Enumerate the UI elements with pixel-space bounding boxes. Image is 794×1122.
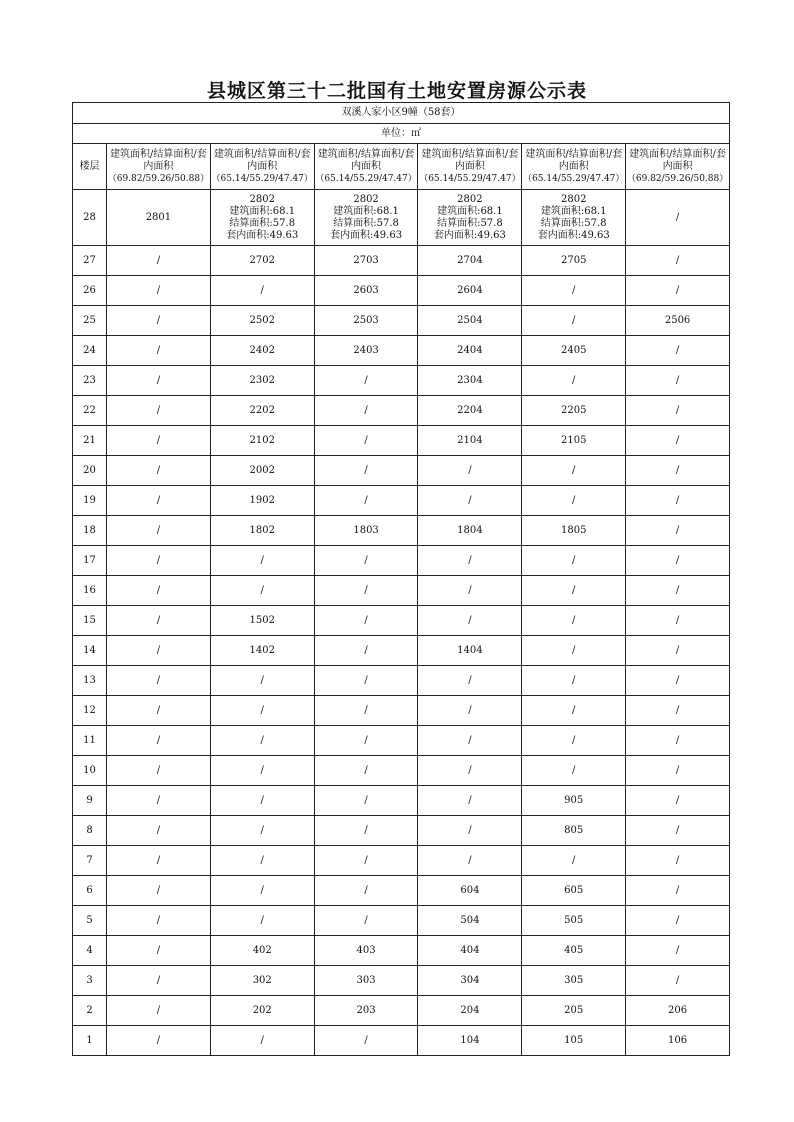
column-header-name: 建筑面积/结算面积/套 bbox=[421, 148, 519, 160]
unit-cell: / bbox=[418, 696, 522, 726]
unit-cell: / bbox=[626, 936, 730, 966]
build-area: 建筑面积:68.1 bbox=[333, 205, 399, 217]
column-header-name: 建筑面积/结算面积/套 bbox=[317, 148, 415, 160]
column-header bbox=[210, 144, 314, 190]
unit-cell: / bbox=[210, 726, 314, 756]
floor-cell: 20 bbox=[73, 456, 107, 486]
unit-cell: 1804 bbox=[418, 516, 522, 546]
unit-cell: / bbox=[314, 456, 418, 486]
floor-cell: 10 bbox=[73, 756, 107, 786]
unit-cell: / bbox=[210, 546, 314, 576]
unit-cell: / bbox=[107, 756, 211, 786]
floor-cell: 15 bbox=[73, 606, 107, 636]
unit-cell: / bbox=[314, 366, 418, 396]
floor-cell: 2 bbox=[73, 996, 107, 1026]
unit-cell: / bbox=[107, 816, 211, 846]
unit-cell: 404 bbox=[418, 936, 522, 966]
table-row bbox=[73, 396, 730, 426]
table-row bbox=[73, 786, 730, 816]
unit-cell: 403 bbox=[314, 936, 418, 966]
unit-cell: 2703 bbox=[314, 246, 418, 276]
unit-cell: / bbox=[107, 306, 211, 336]
table-row bbox=[73, 336, 730, 366]
unit-cell: 2404 bbox=[418, 336, 522, 366]
unit-cell: 304 bbox=[418, 966, 522, 996]
inner-area: 套内面积:49.63 bbox=[537, 229, 610, 241]
unit-cell: / bbox=[418, 756, 522, 786]
unit-label: 单位：㎡ bbox=[73, 124, 730, 144]
column-header bbox=[107, 144, 211, 190]
settle-area: 结算面积:57.8 bbox=[540, 217, 607, 229]
inner-area: 套内面积:49.63 bbox=[226, 229, 299, 241]
column-header-name-cont: 内面积 bbox=[454, 160, 485, 172]
unit-cell: / bbox=[522, 576, 626, 606]
floor-cell: 21 bbox=[73, 426, 107, 456]
unit-cell: / bbox=[418, 546, 522, 576]
floor-cell: 16 bbox=[73, 576, 107, 606]
unit-cell: 402 bbox=[210, 936, 314, 966]
settle-area: 结算面积:57.8 bbox=[333, 217, 399, 229]
unit-cell: 2002 bbox=[210, 456, 314, 486]
unit-cell: / bbox=[107, 516, 211, 546]
unit-cell: / bbox=[107, 636, 211, 666]
unit-cell: 202 bbox=[210, 996, 314, 1026]
unit-cell: / bbox=[107, 696, 211, 726]
unit-number: 2802 bbox=[353, 193, 379, 205]
column-header bbox=[522, 144, 626, 190]
unit-cell: 2801 bbox=[107, 190, 211, 246]
unit-cell: 2504 bbox=[418, 306, 522, 336]
unit-cell: 604 bbox=[418, 876, 522, 906]
unit-cell: / bbox=[626, 516, 730, 546]
unit-cell: / bbox=[314, 846, 418, 876]
table-row bbox=[73, 426, 730, 456]
unit-cell: / bbox=[210, 666, 314, 696]
unit-cell: / bbox=[626, 366, 730, 396]
floor-cell: 24 bbox=[73, 336, 107, 366]
unit-cell bbox=[210, 190, 314, 246]
unit-cell: 2403 bbox=[314, 336, 418, 366]
unit-cell: 2402 bbox=[210, 336, 314, 366]
table-row bbox=[73, 546, 730, 576]
unit-cell: / bbox=[626, 246, 730, 276]
unit-cell: / bbox=[107, 846, 211, 876]
column-header-name: 建筑面积/结算面积/套 bbox=[213, 148, 311, 160]
column-header-name: 建筑面积/结算面积/套 bbox=[110, 148, 207, 160]
unit-cell: 206 bbox=[626, 996, 730, 1026]
unit-cell: / bbox=[107, 276, 211, 306]
floor-cell: 3 bbox=[73, 966, 107, 996]
floor-cell: 19 bbox=[73, 486, 107, 516]
floor-cell: 11 bbox=[73, 726, 107, 756]
unit-cell: 2405 bbox=[522, 336, 626, 366]
unit-cell: / bbox=[418, 666, 522, 696]
unit-cell: / bbox=[210, 756, 314, 786]
table-row bbox=[73, 576, 730, 606]
unit-cell: 2202 bbox=[210, 396, 314, 426]
unit-cell: / bbox=[418, 726, 522, 756]
unit-cell: 2304 bbox=[418, 366, 522, 396]
floor-cell: 4 bbox=[73, 936, 107, 966]
unit-cell: / bbox=[522, 696, 626, 726]
unit-cell: 2105 bbox=[522, 426, 626, 456]
unit-cell: / bbox=[314, 666, 418, 696]
inner-area: 套内面积:49.63 bbox=[330, 229, 403, 241]
unit-cell: 504 bbox=[418, 906, 522, 936]
floor-cell: 13 bbox=[73, 666, 107, 696]
unit-cell: / bbox=[626, 696, 730, 726]
unit-cell: / bbox=[210, 276, 314, 306]
unit-cell: / bbox=[210, 1026, 314, 1056]
table-row bbox=[73, 1026, 730, 1056]
unit-cell: / bbox=[314, 816, 418, 846]
column-header-spec: （65.14/55.29/47.47） bbox=[419, 173, 521, 184]
unit-cell: 605 bbox=[522, 876, 626, 906]
unit-cell: / bbox=[210, 786, 314, 816]
unit-cell: 2102 bbox=[210, 426, 314, 456]
floor-cell: 6 bbox=[73, 876, 107, 906]
unit-cell: / bbox=[107, 606, 211, 636]
floor-cell: 26 bbox=[73, 276, 107, 306]
build-area: 建筑面积:68.1 bbox=[540, 205, 607, 217]
table-row bbox=[73, 936, 730, 966]
unit-row bbox=[73, 124, 730, 144]
unit-cell: / bbox=[314, 426, 418, 456]
unit-cell: / bbox=[626, 576, 730, 606]
unit-cell: / bbox=[626, 876, 730, 906]
unit-cell: / bbox=[626, 816, 730, 846]
unit-cell: / bbox=[626, 756, 730, 786]
unit-cell: 805 bbox=[522, 816, 626, 846]
unit-cell: / bbox=[107, 786, 211, 816]
unit-cell: / bbox=[626, 486, 730, 516]
column-header-spec: （65.14/55.29/47.47） bbox=[211, 173, 313, 184]
column-header-spec: （65.14/55.29/47.47） bbox=[315, 173, 417, 184]
unit-cell: / bbox=[626, 190, 730, 246]
column-header-name-cont: 内面积 bbox=[351, 160, 382, 172]
unit-cell: / bbox=[626, 846, 730, 876]
unit-cell: / bbox=[107, 1026, 211, 1056]
table-row bbox=[73, 246, 730, 276]
table-row bbox=[73, 606, 730, 636]
unit-cell: 203 bbox=[314, 996, 418, 1026]
table-row bbox=[73, 190, 730, 246]
unit-cell: / bbox=[314, 546, 418, 576]
unit-cell: / bbox=[418, 456, 522, 486]
unit-cell bbox=[522, 190, 626, 246]
floor-cell: 22 bbox=[73, 396, 107, 426]
unit-cell: / bbox=[626, 426, 730, 456]
unit-cell: / bbox=[418, 486, 522, 516]
column-header-name-cont: 内面积 bbox=[558, 160, 589, 172]
table-subtitle: 双溪人家小区9幢（58套） bbox=[73, 103, 730, 124]
unit-cell: / bbox=[522, 546, 626, 576]
table-row bbox=[73, 756, 730, 786]
unit-number: 2802 bbox=[249, 193, 275, 205]
column-header bbox=[314, 144, 418, 190]
unit-cell: 305 bbox=[522, 966, 626, 996]
unit-cell: 2506 bbox=[626, 306, 730, 336]
unit-cell: / bbox=[626, 396, 730, 426]
table-row bbox=[73, 486, 730, 516]
column-header bbox=[626, 144, 730, 190]
table-row bbox=[73, 276, 730, 306]
unit-cell: 2604 bbox=[418, 276, 522, 306]
column-header-spec: （69.82/59.26/50.88） bbox=[107, 173, 210, 184]
floor-cell: 5 bbox=[73, 906, 107, 936]
unit-cell bbox=[314, 190, 418, 246]
unit-cell: / bbox=[314, 696, 418, 726]
unit-cell: / bbox=[314, 606, 418, 636]
table-row bbox=[73, 996, 730, 1026]
unit-cell: / bbox=[107, 876, 211, 906]
unit-cell: / bbox=[522, 456, 626, 486]
unit-number: 2802 bbox=[457, 193, 483, 205]
table-row bbox=[73, 636, 730, 666]
unit-cell: / bbox=[314, 906, 418, 936]
table-row bbox=[73, 516, 730, 546]
settle-area: 结算面积:57.8 bbox=[229, 217, 296, 229]
unit-cell: 1402 bbox=[210, 636, 314, 666]
floor-cell: 18 bbox=[73, 516, 107, 546]
unit-cell: / bbox=[418, 576, 522, 606]
unit-cell: / bbox=[210, 876, 314, 906]
unit-cell: / bbox=[210, 576, 314, 606]
floor-cell: 14 bbox=[73, 636, 107, 666]
table-row bbox=[73, 696, 730, 726]
unit-cell: / bbox=[210, 906, 314, 936]
unit-cell: / bbox=[522, 306, 626, 336]
unit-cell: / bbox=[418, 606, 522, 636]
unit-cell: / bbox=[314, 636, 418, 666]
unit-cell: 505 bbox=[522, 906, 626, 936]
unit-cell: / bbox=[107, 996, 211, 1026]
unit-cell: / bbox=[626, 606, 730, 636]
housing-table bbox=[72, 102, 730, 1056]
table-row bbox=[73, 306, 730, 336]
unit-cell: 105 bbox=[522, 1026, 626, 1056]
unit-cell: 1805 bbox=[522, 516, 626, 546]
unit-cell: / bbox=[314, 576, 418, 606]
table-row bbox=[73, 846, 730, 876]
unit-cell: / bbox=[314, 486, 418, 516]
unit-cell: / bbox=[522, 606, 626, 636]
unit-cell: / bbox=[626, 786, 730, 816]
unit-cell: / bbox=[626, 636, 730, 666]
floor-cell: 12 bbox=[73, 696, 107, 726]
unit-cell: / bbox=[210, 846, 314, 876]
unit-cell: / bbox=[522, 276, 626, 306]
unit-cell: 2503 bbox=[314, 306, 418, 336]
unit-cell: / bbox=[107, 246, 211, 276]
floor-cell: 7 bbox=[73, 846, 107, 876]
column-header-name-cont: 内面积 bbox=[143, 160, 174, 172]
unit-cell: / bbox=[107, 426, 211, 456]
unit-cell: 905 bbox=[522, 786, 626, 816]
unit-cell: / bbox=[522, 666, 626, 696]
unit-cell: / bbox=[210, 816, 314, 846]
column-header-name: 建筑面积/结算面积/套 bbox=[525, 148, 623, 160]
unit-cell: 205 bbox=[522, 996, 626, 1026]
unit-cell: / bbox=[522, 636, 626, 666]
floor-cell: 1 bbox=[73, 1026, 107, 1056]
inner-area: 套内面积:49.63 bbox=[433, 229, 506, 241]
unit-cell: 2302 bbox=[210, 366, 314, 396]
unit-cell: / bbox=[107, 396, 211, 426]
unit-cell: 2704 bbox=[418, 246, 522, 276]
unit-cell: / bbox=[626, 276, 730, 306]
floor-header: 楼层 bbox=[73, 144, 107, 190]
unit-cell: 405 bbox=[522, 936, 626, 966]
unit-cell: / bbox=[418, 846, 522, 876]
table-row bbox=[73, 906, 730, 936]
unit-cell: / bbox=[626, 336, 730, 366]
unit-cell: 302 bbox=[210, 966, 314, 996]
unit-cell: 303 bbox=[314, 966, 418, 996]
header-row bbox=[73, 144, 730, 190]
unit-cell: / bbox=[522, 726, 626, 756]
floor-cell: 9 bbox=[73, 786, 107, 816]
settle-area: 结算面积:57.8 bbox=[437, 217, 503, 229]
floor-cell: 23 bbox=[73, 366, 107, 396]
unit-cell: / bbox=[314, 756, 418, 786]
unit-cell: / bbox=[107, 966, 211, 996]
unit-cell: 2204 bbox=[418, 396, 522, 426]
unit-cell: 2702 bbox=[210, 246, 314, 276]
unit-cell: 2705 bbox=[522, 246, 626, 276]
table-row bbox=[73, 876, 730, 906]
column-header-name-cont: 内面积 bbox=[247, 160, 278, 172]
unit-cell: 1502 bbox=[210, 606, 314, 636]
build-area: 建筑面积:68.1 bbox=[229, 205, 296, 217]
table-row bbox=[73, 816, 730, 846]
table-row bbox=[73, 966, 730, 996]
unit-cell: / bbox=[314, 726, 418, 756]
floor-cell: 28 bbox=[73, 190, 107, 246]
unit-cell: / bbox=[107, 546, 211, 576]
column-header-spec: （69.82/59.26/50.88） bbox=[626, 173, 729, 184]
floor-cell: 8 bbox=[73, 816, 107, 846]
unit-cell: 104 bbox=[418, 1026, 522, 1056]
unit-cell: / bbox=[626, 546, 730, 576]
unit-cell: / bbox=[626, 456, 730, 486]
unit-cell: / bbox=[626, 726, 730, 756]
unit-cell: 1802 bbox=[210, 516, 314, 546]
unit-cell: / bbox=[522, 366, 626, 396]
unit-cell: 2205 bbox=[522, 396, 626, 426]
unit-cell: / bbox=[107, 366, 211, 396]
unit-cell: / bbox=[626, 666, 730, 696]
unit-cell: / bbox=[626, 906, 730, 936]
table-row bbox=[73, 666, 730, 696]
unit-cell: / bbox=[522, 846, 626, 876]
subtitle-row bbox=[73, 103, 730, 124]
unit-cell: / bbox=[314, 876, 418, 906]
column-header-name-cont: 内面积 bbox=[662, 160, 693, 172]
unit-number: 2802 bbox=[561, 193, 587, 205]
unit-cell: 1404 bbox=[418, 636, 522, 666]
unit-cell: / bbox=[107, 906, 211, 936]
unit-cell: 1902 bbox=[210, 486, 314, 516]
unit-cell: / bbox=[107, 486, 211, 516]
unit-cell: / bbox=[522, 486, 626, 516]
column-header-spec: （65.14/55.29/47.47） bbox=[523, 173, 625, 184]
unit-cell: 2502 bbox=[210, 306, 314, 336]
column-header-name: 建筑面积/结算面积/套 bbox=[629, 148, 726, 160]
table-row bbox=[73, 456, 730, 486]
floor-cell: 17 bbox=[73, 546, 107, 576]
build-area: 建筑面积:68.1 bbox=[437, 205, 503, 217]
unit-cell: / bbox=[107, 336, 211, 366]
unit-cell: / bbox=[418, 786, 522, 816]
unit-cell: / bbox=[522, 756, 626, 786]
page-title: 县城区第三十二批国有土地安置房源公示表 bbox=[206, 80, 587, 102]
unit-cell: 106 bbox=[626, 1026, 730, 1056]
table-row bbox=[73, 726, 730, 756]
unit-cell: 2603 bbox=[314, 276, 418, 306]
unit-cell: / bbox=[418, 816, 522, 846]
unit-cell: 204 bbox=[418, 996, 522, 1026]
unit-cell: / bbox=[314, 396, 418, 426]
column-header bbox=[418, 144, 522, 190]
unit-cell: / bbox=[107, 726, 211, 756]
unit-cell: / bbox=[107, 936, 211, 966]
unit-cell: / bbox=[314, 1026, 418, 1056]
unit-cell: / bbox=[107, 576, 211, 606]
table-row bbox=[73, 366, 730, 396]
unit-cell: / bbox=[626, 966, 730, 996]
floor-cell: 27 bbox=[73, 246, 107, 276]
unit-cell: 2104 bbox=[418, 426, 522, 456]
unit-cell: / bbox=[107, 456, 211, 486]
floor-cell: 25 bbox=[73, 306, 107, 336]
unit-cell: / bbox=[314, 786, 418, 816]
unit-cell: / bbox=[210, 696, 314, 726]
unit-cell: 1803 bbox=[314, 516, 418, 546]
unit-cell: / bbox=[107, 666, 211, 696]
unit-cell bbox=[418, 190, 522, 246]
